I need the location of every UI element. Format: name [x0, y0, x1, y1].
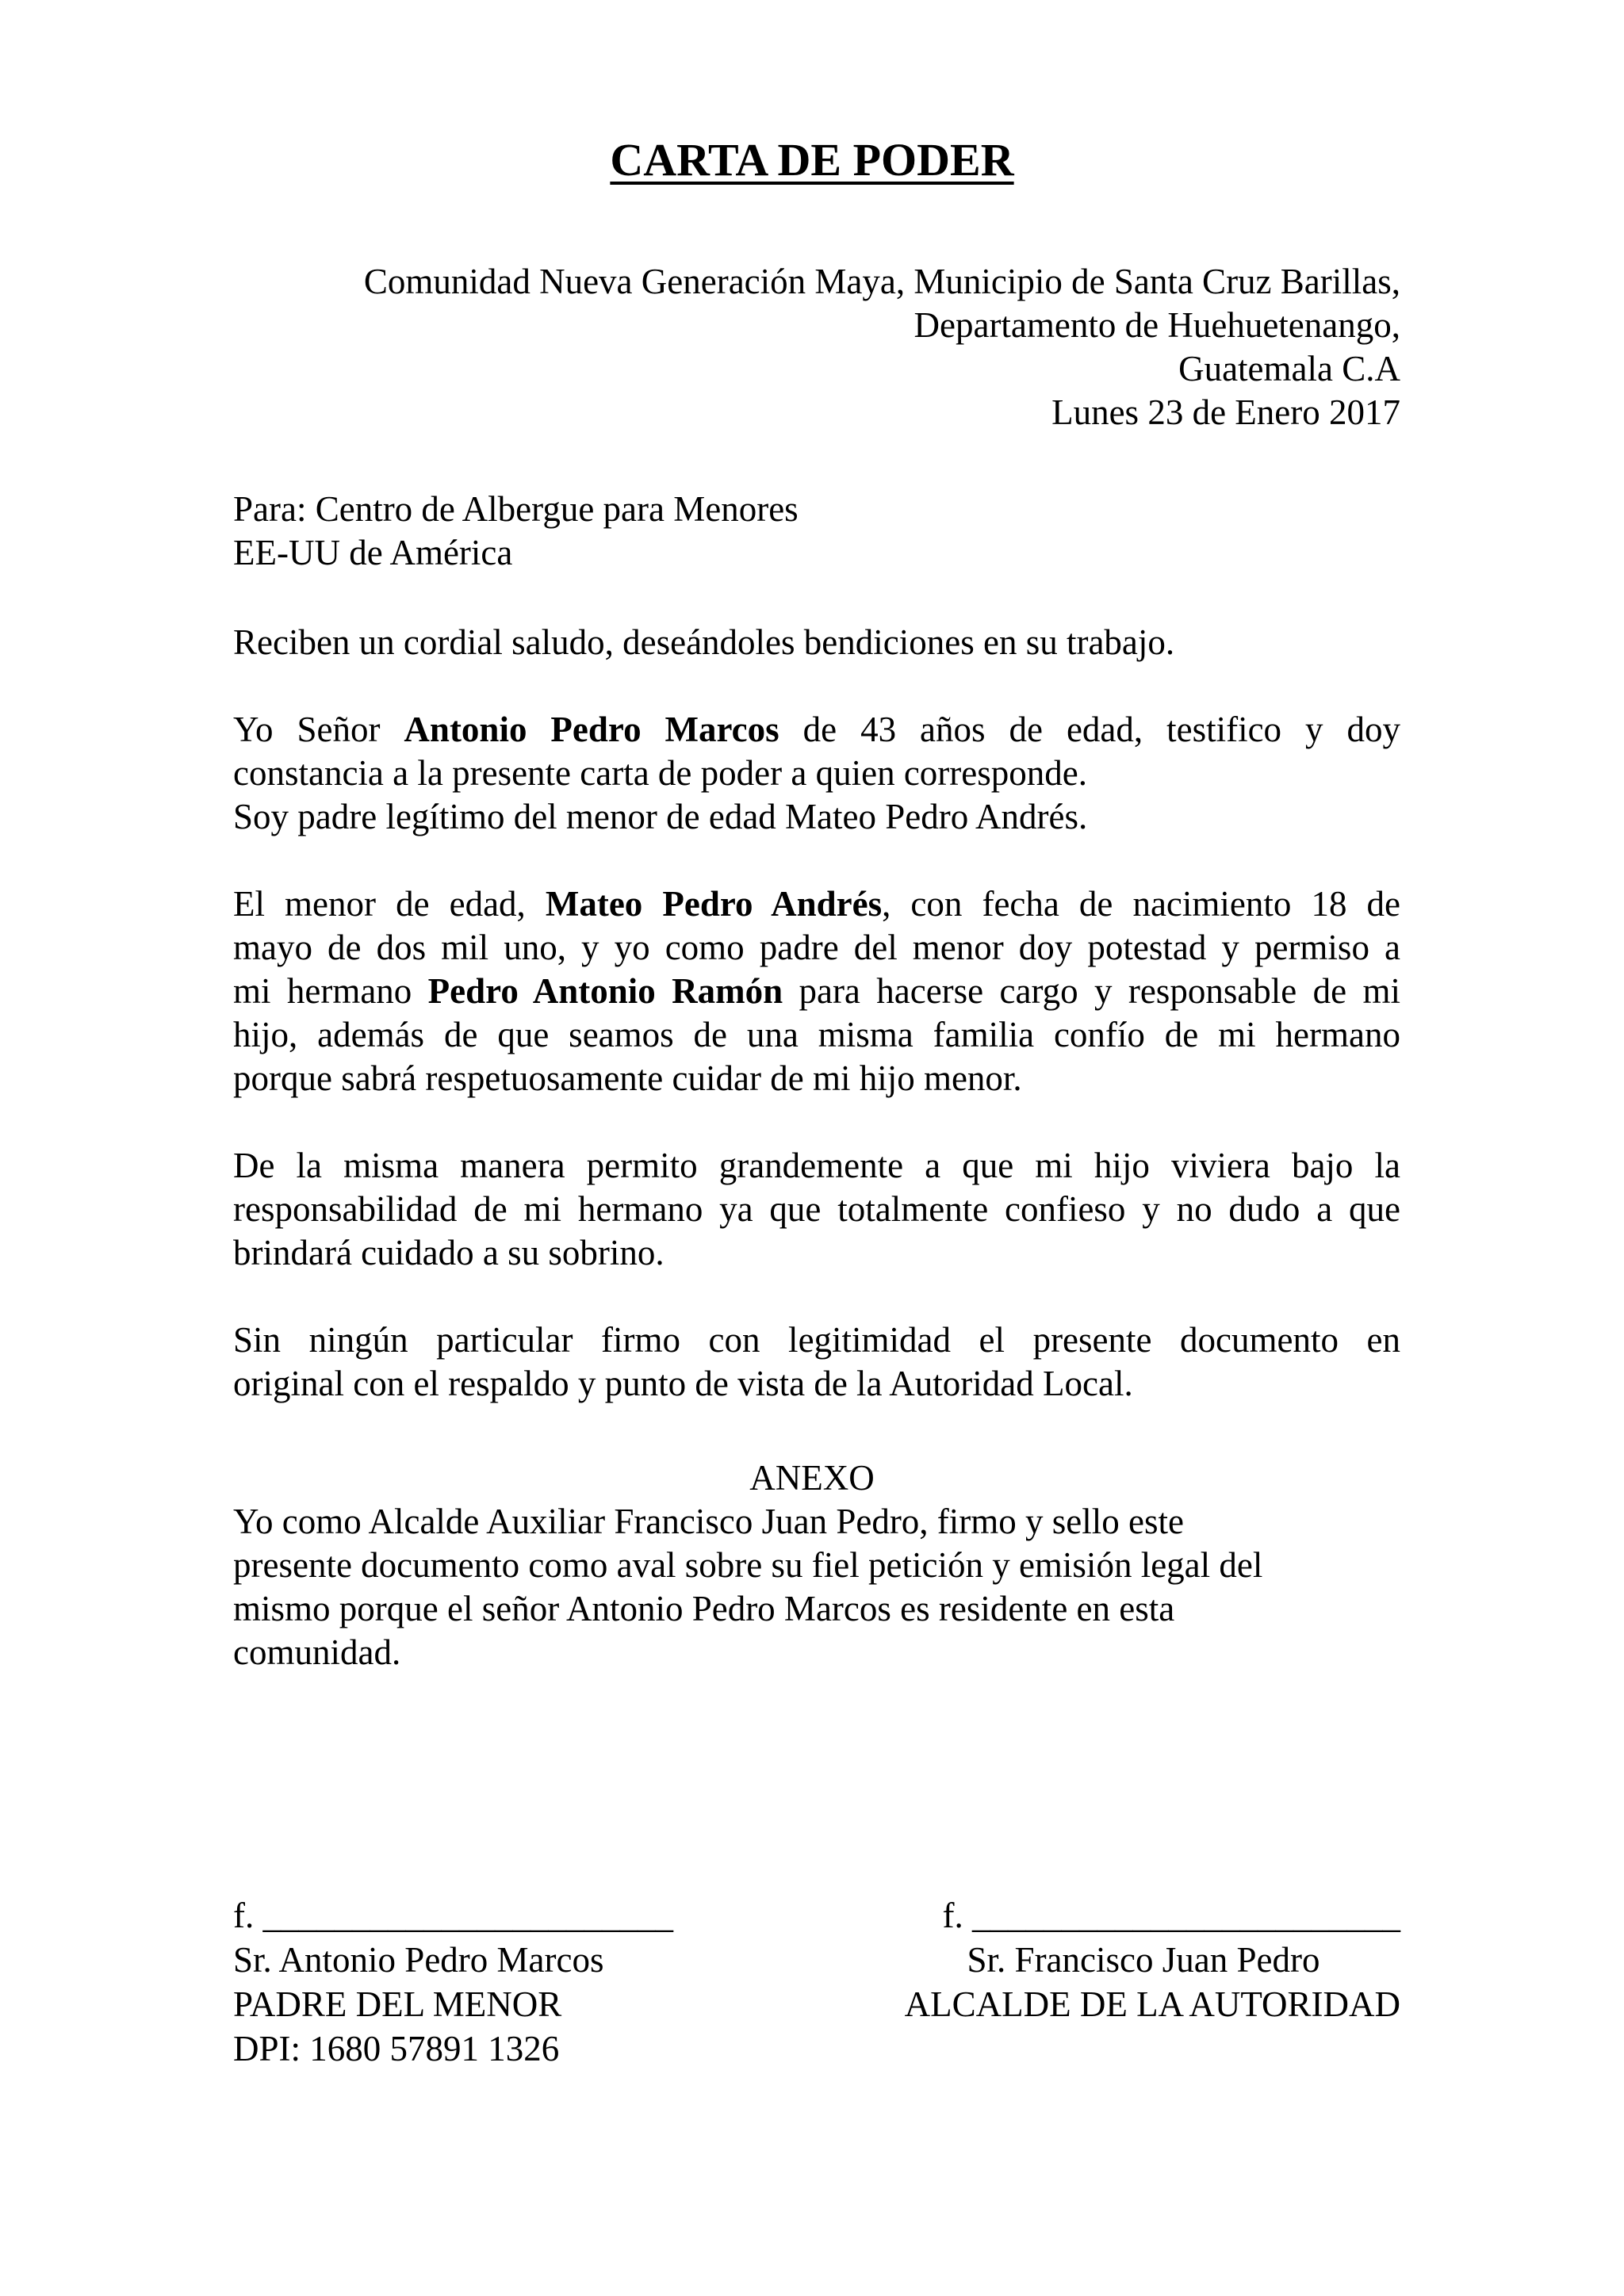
signer-role: ALCALDE DE LA AUTORIDAD: [904, 1984, 1400, 2024]
paragraph-responsibility: [233, 1144, 1400, 1275]
place-line-3: Guatemala C.A: [1178, 349, 1400, 388]
signature-block-mayor: [871, 1893, 1400, 2026]
anexo-body: [233, 1500, 1400, 1674]
father-name: Antonio Pedro Marcos: [404, 710, 779, 749]
paragraph-testimony: [233, 708, 1400, 839]
paragraph-line: original con el respaldo y punto de vista de la Autoridad Local.: [233, 1364, 1133, 1403]
anexo-line: comunidad.: [233, 1632, 401, 1672]
signature-line: f. ________________________: [942, 1896, 1400, 1935]
signature-block-father: [233, 1893, 673, 2071]
place-line-1: Comunidad Nueva Generación Maya, Municipio de Santa Cruz Barillas,: [363, 262, 1400, 301]
paragraph-line: De la misma manera permito grandemente a que mi hijo viviera bajo la: [233, 1146, 1400, 1185]
paragraph-line: mi hermano Pedro Antonio Ramón para hacerse cargo y responsable de mi: [233, 971, 1400, 1011]
recipient-line-2: EE-UU de América: [233, 533, 513, 572]
anexo-line: Yo como Alcalde Auxiliar Francisco Juan Pedro, firmo y sello este: [233, 1502, 1184, 1541]
recipient-block: [233, 488, 1400, 575]
paragraph-line: Sin ningún particular firmo con legitimidad el presente documento en: [233, 1320, 1400, 1360]
paragraph-line: mayo de dos mil uno, y yo como padre del menor doy potestad y permiso a: [233, 928, 1400, 967]
paragraph-line: Yo Señor Antonio Pedro Marcos de 43 años de edad, testifico y doy: [233, 710, 1400, 749]
paragraph-line: brindará cuidado a su sobrino.: [233, 1233, 665, 1272]
paragraph-line: porque sabrá respetuosamente cuidar de mi hijo menor.: [233, 1058, 1022, 1098]
paragraph-line: Soy padre legítimo del menor de edad Mateo Pedro Andrés.: [233, 797, 1088, 836]
anexo-line: mismo porque el señor Antonio Pedro Marcos es residente en esta: [233, 1589, 1175, 1628]
paragraph-line: El menor de edad, Mateo Pedro Andrés, con fecha de nacimiento 18 de: [233, 884, 1400, 924]
paragraph-signature-statement: [233, 1318, 1400, 1406]
recipient-line-1: Para: Centro de Albergue para Menores: [233, 489, 799, 529]
signature-line: f. _______________________: [233, 1896, 673, 1935]
paragraph-line: responsabilidad de mi hermano ya que totalmente confieso y no dudo a que: [233, 1189, 1400, 1229]
paragraph-permission: [233, 882, 1400, 1100]
paragraph-line: constancia a la presente carta de poder a quien corresponde.: [233, 753, 1087, 793]
letter-date: Lunes 23 de Enero 2017: [1051, 392, 1400, 432]
greeting-text: Reciben un cordial saludo, deseándoles bendiciones en su trabajo.: [233, 622, 1175, 662]
signer-role: PADRE DEL MENOR: [233, 1984, 562, 2024]
anexo-heading: ANEXO: [749, 1458, 875, 1498]
brother-name: Pedro Antonio Ramón: [427, 971, 783, 1011]
paragraph-line: hijo, además de que seamos de una misma familia confío de mi hermano: [233, 1015, 1400, 1054]
document-title: CARTA DE PODER: [610, 134, 1014, 186]
signer-name: Sr. Francisco Juan Pedro: [967, 1940, 1320, 1980]
greeting: [233, 621, 1400, 664]
signer-id: DPI: 1680 57891 1326: [233, 2029, 560, 2068]
minor-name: Mateo Pedro Andrés: [545, 884, 883, 924]
place-line-2: Departamento de Huehuetenango,: [914, 305, 1400, 345]
signer-name: Sr. Antonio Pedro Marcos: [233, 1940, 604, 1980]
anexo-line: presente documento como aval sobre su fiel petición y emisión legal del: [233, 1545, 1263, 1585]
place-and-date: [211, 260, 1400, 434]
